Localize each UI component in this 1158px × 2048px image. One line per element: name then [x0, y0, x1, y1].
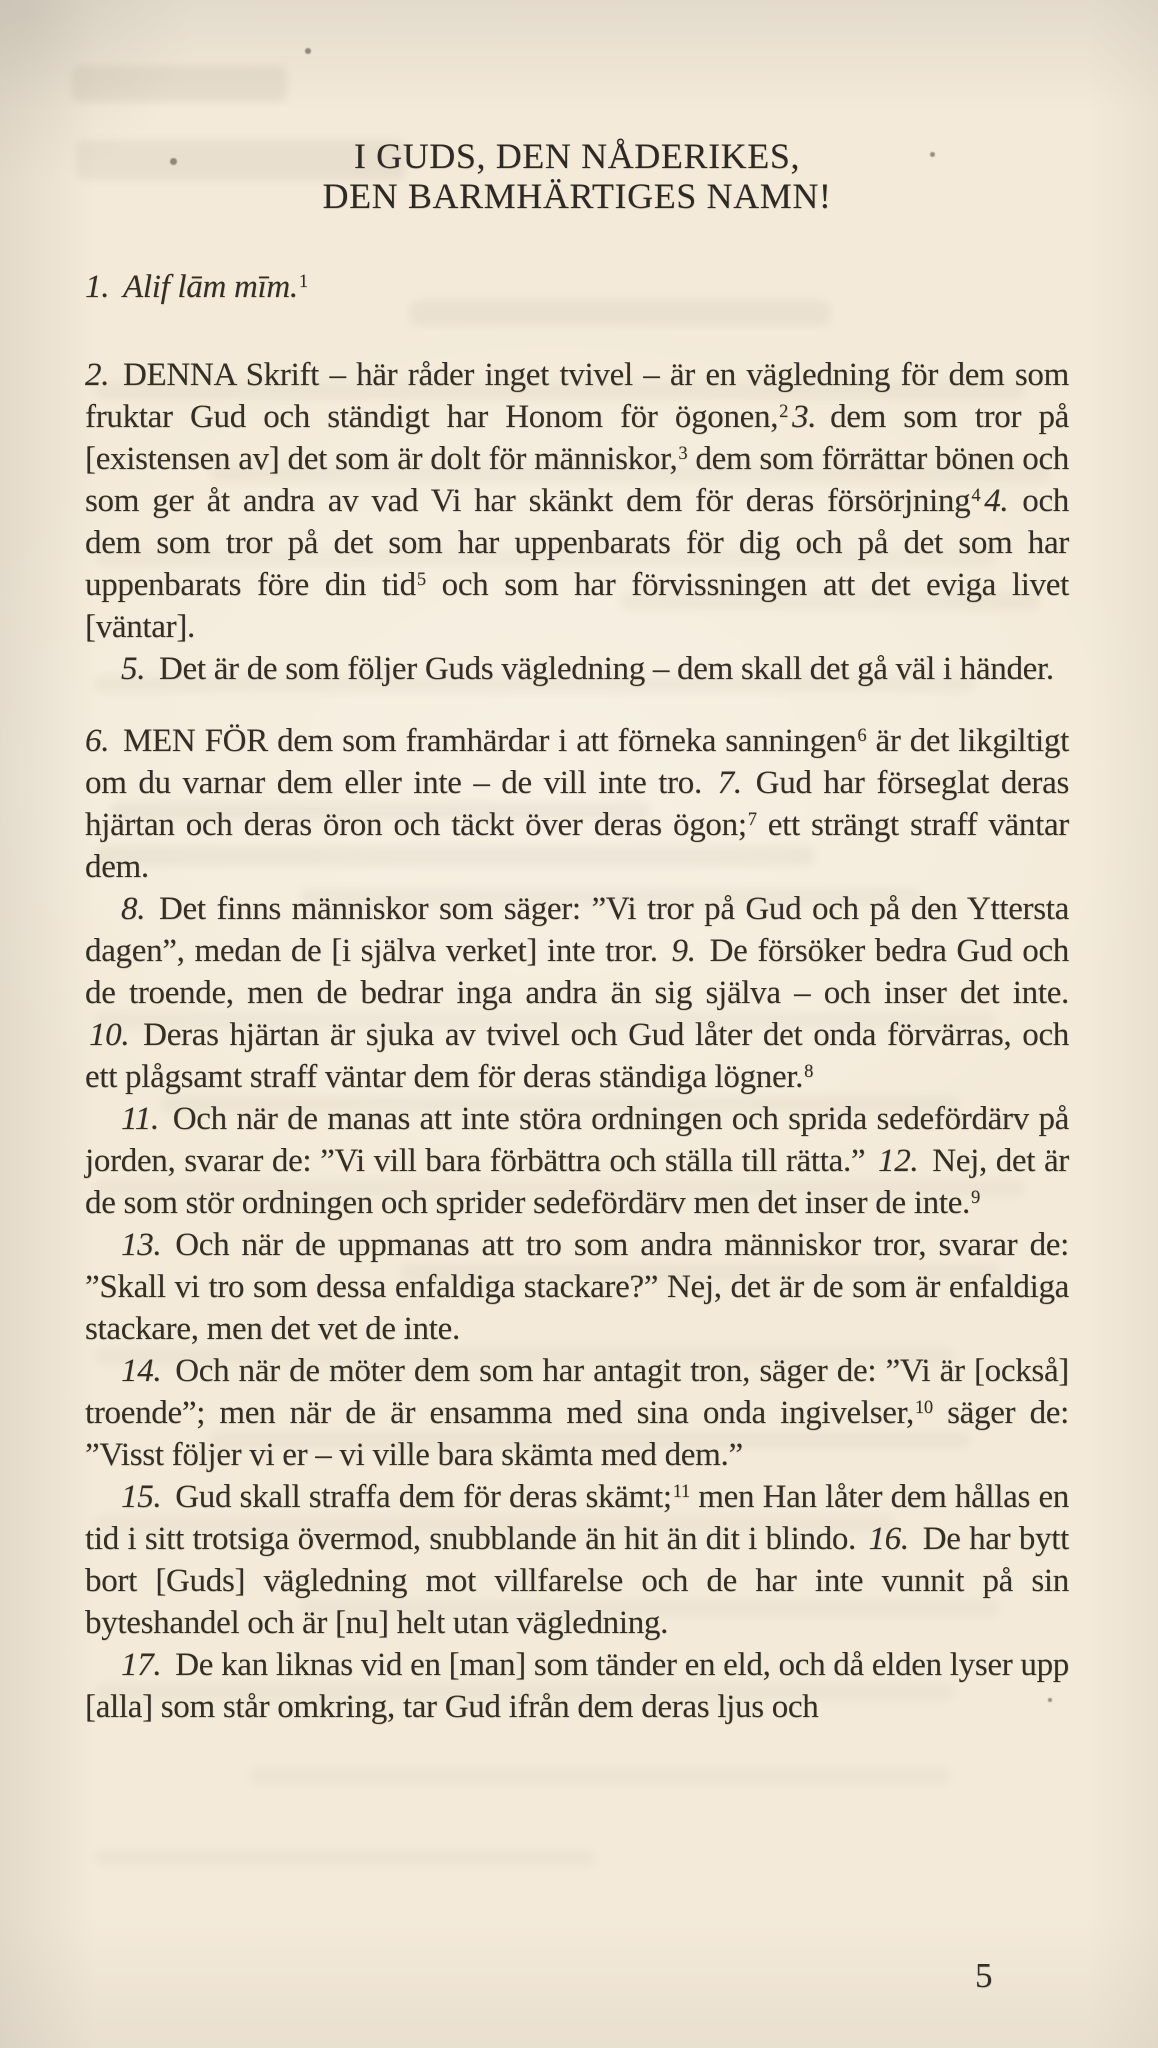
verse-number: 7.	[717, 765, 742, 801]
paragraph-verse-14: 14. Och när de möter dem som har antagit tron, säger de: ”Vi är [också] troende”; men när de är ensamma med sina onda ingivelser,$^{10}$ säger de: ”Visst följer vi er – vi ville bara skämta med dem.”	[85, 1353, 1069, 1473]
verse-number: 5.	[121, 651, 146, 687]
verse-number: 16.	[868, 1521, 909, 1557]
bleed-through-line	[95, 1850, 595, 1866]
footnote-reference: 1	[298, 270, 308, 291]
paragraph-verse-13: 13. Och när de uppmanas att tro som andra människor tror, svarar de: ”Skall vi tro som dessa enfaldiga stackare?” Nej, det är de som är enfaldiga stackare, men det vet de inte.	[85, 1227, 1069, 1347]
paragraph-verse-17: 17. De kan liknas vid en [man] som tänder en eld, och då elden lyser upp [alla] som står omkring, tar Gud ifrån dem deras ljus och	[85, 1647, 1069, 1725]
verse-number: 13.	[121, 1227, 162, 1263]
paragraph-verses-8-10: 8. Det finns människor som säger: ”Vi tror på Gud och på den Yttersta dagen”, medan de [i själva verket] inte tror. 9. De försöker bedra Gud och de troende, men de bedrar inga andra än sig själva – och inser det inte. 10. Deras hjärtan är sjuka av tvivel och Gud låter det onda förvärras, och ett plågsamt straff väntar dem för deras ständiga lögner.$^8$	[85, 891, 1069, 1095]
verse-number: 4.	[984, 483, 1009, 519]
paragraph-verses-2-4: 2. DENNA Skrift – här råder inget tvivel – är en vägledning för dem som fruktar Gud och ständigt har Honom för ögonen,$^2$ 3. dem som tror på [existensen av] det som är dolt för människor,$^3$ dem som förrättar bönen och som ger åt andra av vad Vi har skänkt dem för deras försörjning$^4$ 4. och dem som tror på det som har uppenbarats för dig och på det som har uppenbarats före din tid$^5$ och som har förvissningen att det eviga livet [väntar].	[85, 357, 1070, 645]
footnote-reference: 7	[747, 808, 757, 829]
verse-number: 14.	[121, 1353, 162, 1389]
footnote-reference: 5	[416, 568, 426, 589]
verse-number: 9.	[671, 933, 696, 969]
paragraph-verses-15-16: 15. Gud skall straffa dem för deras skämt;$^{11}$ men Han låter dem hållas en tid i sitt trotsiga övermod, snubblande än hit än dit i blindo. 16. De har bytt bort [Guds] vägledning mot villfarelse och de har inte vunnit på sin byteshandel och är [nu] helt utan vägledning.	[85, 1479, 1069, 1641]
verse-number: 3.	[792, 399, 817, 435]
paragraph-verse-1	[85, 266, 1069, 308]
footnote-reference: 4	[971, 484, 981, 505]
footnote-reference: 9	[971, 1186, 980, 1207]
scanned-book-page	[85, 0, 1069, 1728]
transliteration-text: Alif lām mīm.	[123, 269, 298, 305]
verse-number: 17.	[121, 1647, 162, 1683]
verse-number: 8.	[121, 891, 146, 927]
paragraph-verse-5: 5. Det är de som följer Guds vägledning – dem skall det gå väl i händer.	[121, 651, 1054, 687]
verse-number: 10.	[88, 1017, 130, 1053]
verse-number: 6.	[85, 723, 110, 759]
verse-number: 12.	[878, 1143, 919, 1179]
verse-number: 15.	[121, 1479, 162, 1515]
paragraph-verses-11-12: 11. Och när de manas att inte störa ordningen och sprida sedefördärv på jorden, svarar de: ”Vi vill bara förbättra och ställa till rätta.” 12. Nej, det är de som stör ordningen och sprider sedefördärv men det inser de inte.$^9$	[85, 1101, 1069, 1221]
verse-number: 2.	[85, 357, 110, 393]
verse-number: 1.	[85, 269, 110, 305]
footnote-reference: 2	[779, 400, 789, 421]
paragraph-verses-6-7: 6. MEN FÖR dem som framhärdar i att förneka sanningen$^6$ är det likgiltigt om du varnar dem eller inte – de vill inte tro. 7. Gud har förseglat deras hjärtan och deras öron och täckt över deras ögon;$^7$ ett strängt straff väntar dem.	[85, 723, 1070, 885]
footnote-reference: 11	[672, 1480, 690, 1501]
footnote-reference: 3	[678, 442, 688, 463]
footnote-reference: 10	[914, 1396, 933, 1417]
bleed-through-line	[250, 1768, 950, 1784]
bismillah-heading	[85, 136, 1069, 216]
footnote-reference: 6	[857, 724, 867, 745]
page-number: 5	[975, 1956, 993, 1995]
heading-line-1: I GUDS, DEN NÅDERIKES,	[353, 136, 801, 176]
text-block	[85, 266, 1069, 1728]
heading-line-2: DEN BARMHÄRTIGES NAMN!	[322, 176, 832, 216]
footnote-reference: 8	[804, 1060, 814, 1081]
verse-number: 11.	[121, 1101, 159, 1137]
